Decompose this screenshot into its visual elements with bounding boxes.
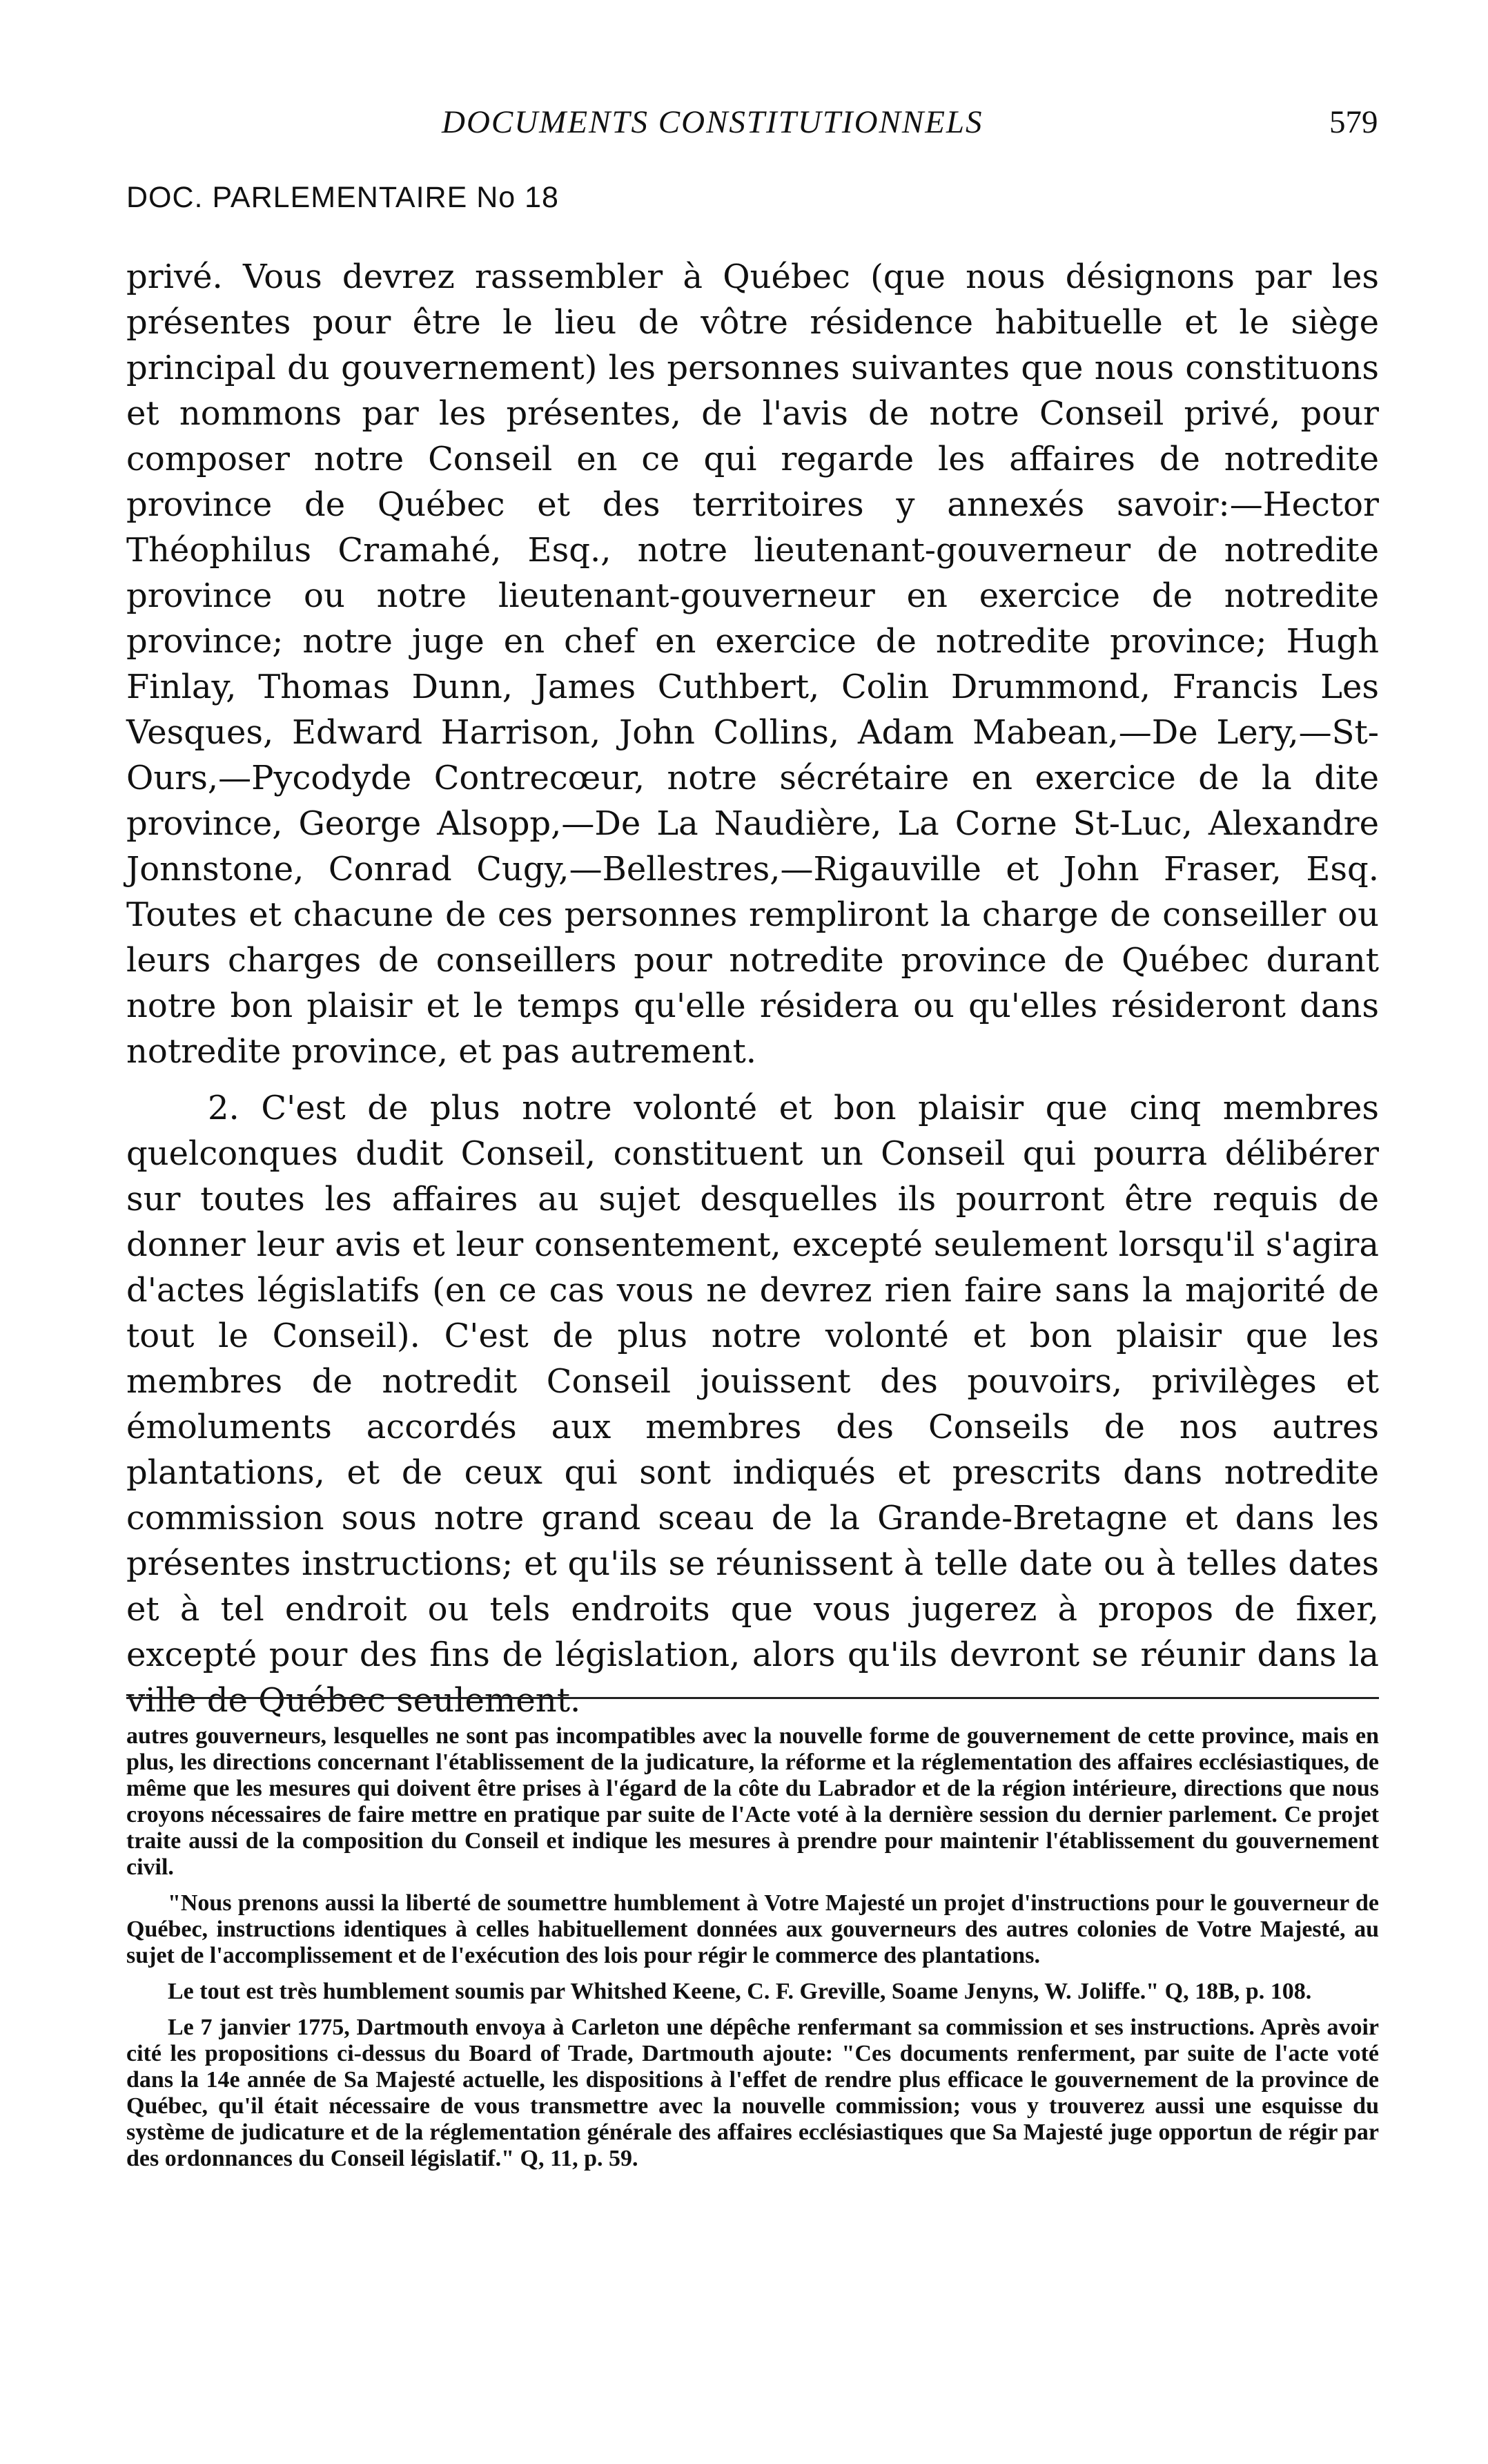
document-label: DOC. PARLEMENTAIRE No 18: [126, 181, 559, 214]
footnotes: [126, 1723, 1379, 2172]
footnote-paragraph: autres gouverneurs, lesquelles ne sont pas incompatibles avec la nouvelle forme de gouvernement de cette province, mais en plus, les directions concernant l'établissement de la judicature, la réforme et la réglementation des affaires ecclésiastiques, de même que les mesures qui doivent être prises à l'égard de la côte du Labrador et de la région intérieure, directions que nous croyons nécessaires de faire mettre en pratique par suite de l'Acte voté à la dernière session du dernier parlement. Ce projet traite aussi de la composition du Conseil et indique les mesures à prendre pour maintenir l'établissement du gouvernement civil.: [126, 1723, 1379, 1880]
body-paragraph: 2. C'est de plus notre volonté et bon plaisir que cinq membres quelconques dudit Conseil, constituent un Conseil qui pourra délibérer sur toutes les affaires au sujet desquelles ils pourront être requis de donner leur avis et leur consentement, excepté seulement lorsqu'il s'agira d'actes législatifs (en ce cas vous ne devrez rien faire sans la majorité de tout le Conseil). C'est de plus notre volonté et bon plaisir que les membres de notredit Conseil jouissent des pouvoirs, privilèges et émoluments accordés aux membres des Conseils de nos autres plantations, et de ceux qui sont indiqués et prescrits dans notredite commission sous notre grand sceau de la Grande-Bretagne et dans les présentes instructions; et qu'ils se réunissent à telle date ou à telles dates et à tel endroit ou tels endroits que vous jugerez à propos de fixer, excepté pour des fins de législation, alors qu'ils devront se réunir dans la ville de Québec seulement.: [126, 1089, 1379, 1720]
footnote-paragraph: Le tout est très humblement soumis par Whitshed Keene, C. F. Greville, Soame Jenyns, W. Joliffe." Q, 18B, p. 108.: [168, 1979, 1312, 2004]
footnote-divider: [126, 1697, 1379, 1699]
footnote-paragraph: "Nous prenons aussi la liberté de soumettre humblement à Votre Majesté un projet d'instructions pour le gouverneur de Québec, instructions identiques à celles habituellement données aux gouverneurs des autres colonies de Votre Majesté, au sujet de l'accomplissement et de l'exécution des lois pour régir le commerce des plantations.: [126, 1890, 1379, 1968]
body-paragraph: privé. Vous devrez rassembler à Québec (que nous désignons par les présentes pour être le lieu de vôtre résidence habituelle et le siège principal du gouvernement) les personnes suivantes que nous constituons et nommons par les présentes, de l'avis de notre Conseil privé, pour composer notre Conseil en ce qui regarde les affaires de notredite province de Québec et des territoires y annexés savoir:—Hector Théophilus Cramahé, Esq., notre lieutenant-gouverneur de notredite province ou notre lieutenant-gouverneur en exercice de notredite province; notre juge en chef en exercice de notredite province; Hugh Finlay, Thomas Dunn, James Cuthbert, Colin Drummond, Francis Les Vesques, Edward Harrison, John Collins, Adam Mabean,—De Lery,—St-Ours,—Pycodyde Contrecœur, notre sécrétaire en exercice de la dite province, George Alsopp,—De La Naudière, La Corne St-Luc, Alexandre Jonnstone, Conrad Cugy,—Bellestres,—Rigauville et John Fraser, Esq. Toutes et chacune de ces personnes rempliront la charge de conseiller ou leurs charges de conseillers pour notredite province de Québec durant notre bon plaisir et le temps qu'elle résidera ou qu'elles résideront dans notredite province, et pas autrement.: [126, 258, 1379, 1071]
running-header: [0, 104, 1488, 159]
footnote-paragraph: Le 7 janvier 1775, Dartmouth envoya à Carleton une dépêche renfermant sa commission et ses instructions. Après avoir cité les propositions ci-dessus du Board of Trade, Dartmouth ajoute: "Ces documents renferment, par suite de l'acte voté dans la 14e année de Sa Majesté actuelle, les dispositions à l'effet de rendre plus efficace le gouvernement de la province de Québec, qu'il était nécessaire de vous transmettre avec la nouvelle commission; vous y trouverez aussi une esquisse du système de judicature et de la réglementation générale des affaires ecclésiastiques que Sa Majesté juge opportun de régir par des ordonnances du Conseil législatif." Q, 11, p. 59.: [126, 2015, 1379, 2171]
page-number: 579: [1329, 104, 1378, 140]
main-text: [126, 254, 1379, 1723]
running-title: DOCUMENTS CONSTITUTIONNELS: [442, 104, 983, 140]
